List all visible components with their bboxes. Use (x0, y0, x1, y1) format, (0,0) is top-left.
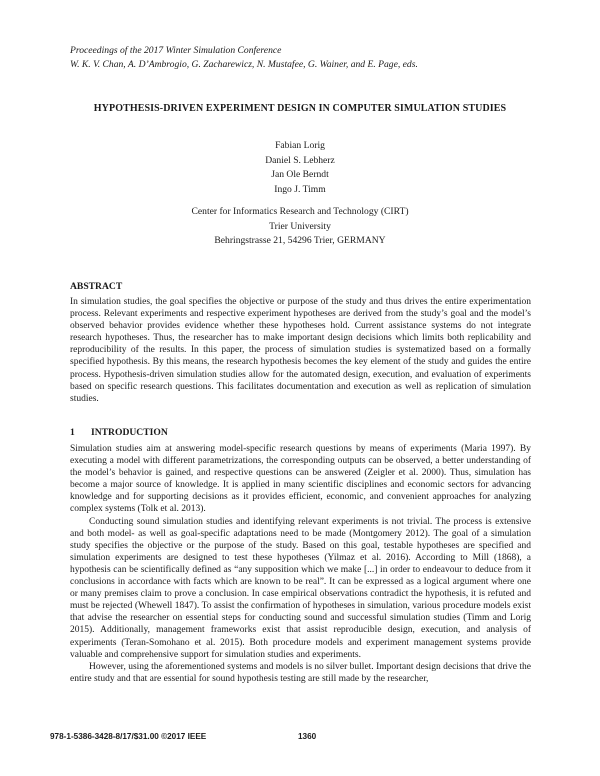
proceedings-editors: W. K. V. Chan, A. D’Ambrogio, G. Zacharewicz, N. Mustafee, G. Wainer, and E. Page, eds. (70, 58, 418, 70)
paragraph: However, using the aforementioned systems and models is no silver bullet. Important design decisions that drive the entire study and that are essential for sound hypothesis testing are still made by the researcher, (70, 661, 531, 684)
affiliation (0, 205, 600, 249)
author-name: Daniel S. Lebherz (265, 154, 335, 166)
abstract-heading: ABSTRACT (70, 281, 123, 292)
affiliation-line: Trier University (269, 220, 331, 232)
isbn-copyright: 978-1-5386-3428-8/17/$31.00 ©2017 IEEE (50, 732, 207, 741)
affiliation-line: Behringstrasse 21, 54296 Trier, GERMANY (214, 235, 386, 247)
paragraph: Conducting sound simulation studies and identifying relevant experiments is not trivial. The process is extensive and both model- as well as goal-specific adaptations need to be made (Montgomery 2012). The goal of a simulation study specifies the objective or the purpose of the study. Based on this goal, testable hypotheses are specified and simulation experiments are designed to test these hypotheses (Yilmaz et al. 2016). According to Mill (1868), a hypothesis can be scientifically defined as “any supposition which we make [...] in order to endeavour to deduce from it conclusions in accordance with facts which are known to be real”. It can be expressed as a logical argument where one or many premises claim to prove a conclusion. In case empirical observations contradict the hypothesis, it is refuted and must be rejected (Whewell 1847). To assist the confirmation of hypotheses in simulation, various procedure models exist that advise the researcher on essential steps for conducting sound and successful simulation studies (Timm and Lorig 2015). Additionally, management frameworks exist that assist reproducible design, execution, and analysis of experiments (Teran-Somohano et al. 2015). Both procedure models and experiment management systems provide valuable and comprehensive support for simulation studies and experiments. (70, 516, 531, 660)
author-name: Fabian Lorig (275, 140, 325, 151)
section-title: INTRODUCTION (91, 427, 168, 438)
affiliation-line: Center for Informatics Research and Technology (CIRT) (191, 206, 409, 217)
author-name: Ingo J. Timm (274, 183, 326, 195)
page-footer (50, 732, 317, 741)
proceedings-title: Proceedings of the 2017 Winter Simulation Conference (70, 45, 282, 56)
introduction-heading (70, 427, 168, 438)
introduction-body (70, 443, 531, 685)
paper-title: HYPOTHESIS-DRIVEN EXPERIMENT DESIGN IN COMPUTER SIMULATION STUDIES (93, 103, 507, 114)
proceedings-header (70, 44, 540, 71)
page-number: 1360 (298, 732, 317, 741)
author-name: Jan Ole Berndt (271, 169, 329, 181)
paragraph: Simulation studies aim at answering model-specific research questions by means of experiments (Maria 1997). By executing a model with different parametrizations, the corresponding outputs can be observed, a better understanding of the model’s behavior is gained, and respective questions can be answered (Zeigler et al. 2000). Thus, simulation has become a major source of knowledge. It is applied in many scientific disciplines and economic sectors for advancing knowledge and for supporting decisions as it provides efficient, economic, and convenient approaches for analyzing complex systems (Tolk et al. 2013). (70, 444, 531, 515)
abstract-body: In simulation studies, the goal specifies the objective or purpose of the study and thus drives the entire experimentation process. Relevant experiments and respective experiment hypotheses are derived from the study’s goal and the model’s observed behavior provides evidence whether these hypotheses hold. Current assistance systems do not integrate research hypotheses. Thus, the researcher has to make important design decisions which limits both replicability and reproducibility of the results. In this paper, the process of simulation studies is systematized based on a formally specified hypothesis. By this means, the research hypothesis becomes the key element of the study and guides the entire process. Hypothesis-driven simulation studies allow for the automated design, execution, and evaluation of experiments based on specific research questions. This facilitates documentation and execution as well as replication of simulation studies. (70, 297, 531, 404)
section-number: 1 (70, 427, 75, 438)
author-list (0, 139, 600, 197)
